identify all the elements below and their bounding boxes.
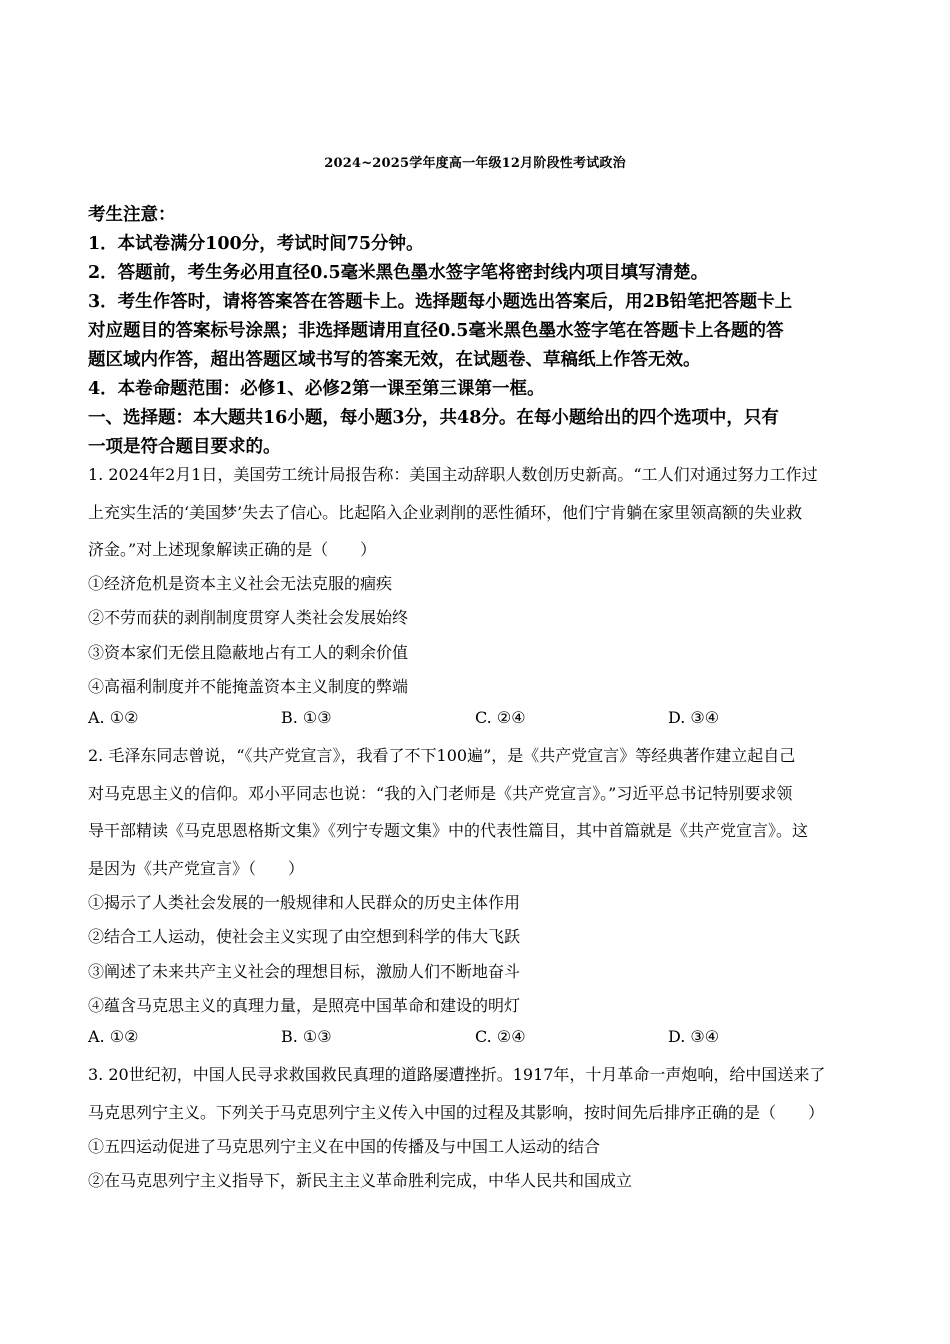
question-2-item: ②结合工人运动，使社会主义实现了由空想到科学的伟大飞跃 bbox=[88, 927, 521, 946]
question-2-option-a[interactable]: A. ①② bbox=[88, 1027, 139, 1046]
notice-line: 题区域内作答，超出答题区域书写的答案无效，在试题卷、草稿纸上作答无效。 bbox=[88, 350, 701, 370]
notice-line: 4．本卷命题范围：必修1、必修2第一课至第三课第一框。 bbox=[88, 379, 545, 399]
notice-line: 3．考生作答时，请将答案答在答题卡上。选择题每小题选出答案后，用2B铅笔把答题卡上 bbox=[88, 292, 793, 312]
question-1-item: ①经济危机是资本主义社会无法克服的痼疾 bbox=[88, 574, 393, 593]
question-2-option-d[interactable]: D. ③④ bbox=[668, 1027, 720, 1046]
question-1-stem: 上充实生活的‘美国梦’失去了信心。比起陷入企业剥削的恶性循环，他们宁肯躺在家里领高额的失业救 bbox=[88, 503, 803, 522]
question-3-stem: 3. 20世纪初，中国人民寻求救国救民真理的道路屡遭挫折。1917年，十月革命一声炮响，给中国送来了 bbox=[88, 1065, 826, 1084]
question-1-item: ④高福利制度并不能掩盖资本主义制度的弊端 bbox=[88, 677, 409, 696]
question-2-option-b[interactable]: B. ①③ bbox=[281, 1027, 332, 1046]
question-3-item: ②在马克思列宁主义指导下，新民主主义革命胜利完成，中华人民共和国成立 bbox=[88, 1171, 633, 1190]
question-2-item: ④蕴含马克思主义的真理力量，是照亮中国革命和建设的明灯 bbox=[88, 996, 521, 1015]
question-1-item: ②不劳而获的剥削制度贯穿人类社会发展始终 bbox=[88, 608, 409, 627]
notice-line: 1．本试卷满分100分，考试时间75分钟。 bbox=[88, 234, 424, 254]
question-2-stem: 导干部精读《马克思恩格斯文集》《列宁专题文集》中的代表性篇目，其中首篇就是《共产党宣言》。这 bbox=[88, 821, 809, 840]
notice-heading: 考生注意： bbox=[88, 205, 176, 225]
question-1-item: ③资本家们无偿且隐蔽地占有工人的剩余价值 bbox=[88, 643, 409, 662]
notice-line: 对应题目的答案标号涂黑；非选择题请用直径0.5毫米黑色墨水签字笔在答题卡上各题的答 bbox=[88, 321, 784, 341]
question-1-stem: 济金。”对上述现象解读正确的是（ ） bbox=[88, 540, 377, 559]
question-1-option-d[interactable]: D. ③④ bbox=[668, 708, 720, 727]
question-3-stem: 马克思列宁主义。下列关于马克思列宁主义传入中国的过程及其影响，按时间先后排序正确的是（ ） bbox=[88, 1103, 825, 1122]
question-3-item: ①五四运动促进了马克思列宁主义在中国的传播及与中国工人运动的结合 bbox=[88, 1137, 601, 1156]
section-heading: 一、选择题：本大题共16小题，每小题3分，共48分。在每小题给出的四个选项中，只有 bbox=[88, 408, 779, 428]
question-1-option-c[interactable]: C. ②④ bbox=[475, 708, 526, 727]
question-2-option-c[interactable]: C. ②④ bbox=[475, 1027, 526, 1046]
question-1-stem: 1. 2024年2月1日，美国劳工统计局报告称：美国主动辞职人数创历史新高。“工人们对通过努力工作过 bbox=[88, 465, 818, 484]
page-title: 2024~2025学年度高一年级12月阶段性考试政治 bbox=[324, 156, 626, 171]
notice-line: 2．答题前，考生务必用直径0.5毫米黑色墨水签字笔将密封线内项目填写清楚。 bbox=[88, 263, 709, 283]
question-1-option-a[interactable]: A. ①② bbox=[88, 708, 139, 727]
question-2-item: ①揭示了人类社会发展的一般规律和人民群众的历史主体作用 bbox=[88, 893, 521, 912]
question-2-stem: 是因为《共产党宣言》（ ） bbox=[88, 859, 305, 878]
section-heading: 一项是符合题目要求的。 bbox=[88, 437, 281, 457]
question-2-item: ③阐述了未来共产主义社会的理想目标，激励人们不断地奋斗 bbox=[88, 962, 521, 981]
question-1-option-b[interactable]: B. ①③ bbox=[281, 708, 332, 727]
question-2-stem: 对马克思主义的信仰。邓小平同志也说：“我的入门老师是《共产党宣言》。”习近平总书记特别要求领 bbox=[88, 784, 793, 803]
question-2-stem: 2. 毛泽东同志曾说，“《共产党宣言》，我看了不下100遍”，是《共产党宣言》等经典著作建立起自己 bbox=[88, 746, 796, 765]
